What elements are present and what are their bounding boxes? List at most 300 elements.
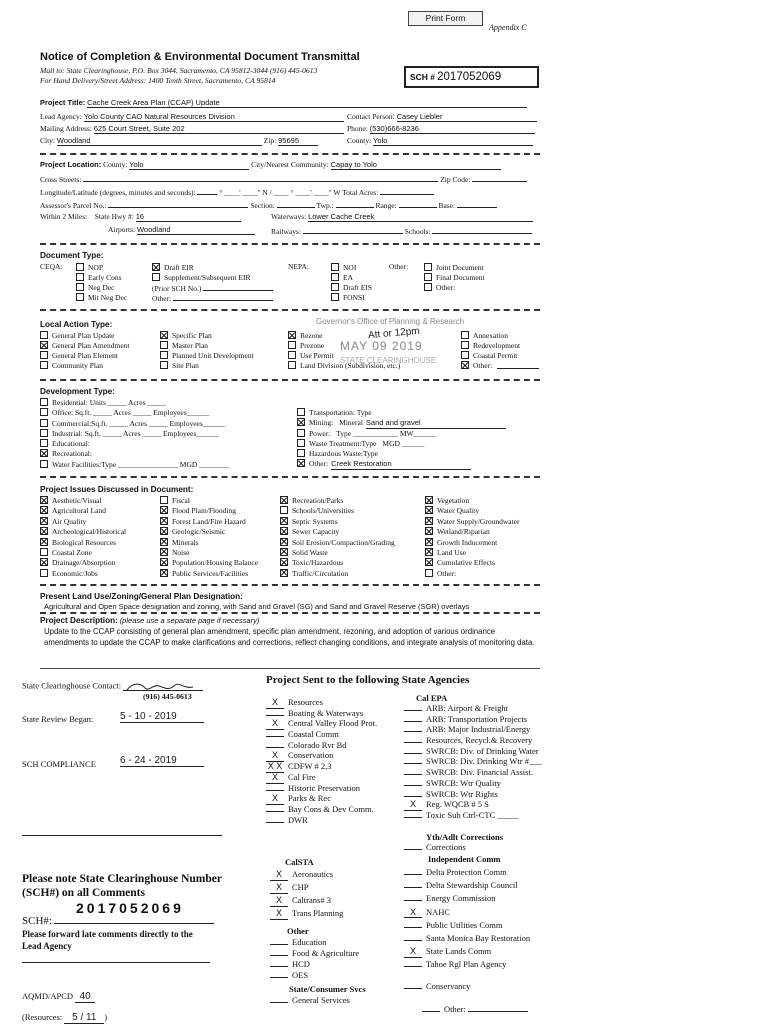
issues-col4 <box>425 496 520 579</box>
zip-code-field[interactable] <box>472 174 527 182</box>
checkbox-item <box>280 506 395 516</box>
sch-compliance-label: SCH COMPLIANCE <box>22 759 96 769</box>
within-row <box>40 213 241 222</box>
waterways-field[interactable]: Lower Cache Creek <box>308 213 533 222</box>
checkbox[interactable] <box>160 558 168 566</box>
checkbox-label: Vegetation <box>437 496 470 505</box>
checkbox[interactable] <box>425 496 433 504</box>
check-mark[interactable]: X <box>270 896 288 907</box>
checkbox[interactable] <box>160 331 168 339</box>
check-mark[interactable]: X <box>266 698 284 709</box>
sch-label: SCH # <box>410 72 436 82</box>
check-mark[interactable] <box>270 944 288 945</box>
check-mark[interactable]: X <box>266 773 284 784</box>
contact-row <box>347 113 537 122</box>
ceqa-col1 <box>76 263 127 303</box>
checkbox[interactable] <box>40 341 48 349</box>
check-mark[interactable] <box>404 940 422 941</box>
checkbox-item <box>40 361 129 371</box>
hand-delivery: For Hand Delivery/Street Address: 1400 Tenth Street, Sacramento, CA 95814 <box>40 76 276 85</box>
airports-field[interactable]: Woodland <box>137 226 255 235</box>
check-mark[interactable] <box>404 874 422 875</box>
doc-type-heading: Document Type: <box>40 251 104 260</box>
hwy-field[interactable]: 16 <box>136 213 241 222</box>
check-mark[interactable] <box>266 822 284 823</box>
checkbox-label: Growth Inducement <box>437 537 498 547</box>
checkbox[interactable] <box>160 527 168 535</box>
checkbox[interactable] <box>40 408 48 416</box>
checkbox-label: Forest Land/Fire Hazard <box>172 516 246 526</box>
agencies-other <box>270 938 359 982</box>
checkbox-label: Public Services/Facilities <box>172 568 249 578</box>
checkbox[interactable] <box>288 341 296 349</box>
schools-field[interactable] <box>432 226 532 234</box>
checkbox[interactable] <box>425 538 433 546</box>
checkbox-item <box>40 558 126 568</box>
agency-item <box>266 805 377 816</box>
county-row <box>347 137 533 146</box>
checkbox-item <box>40 331 129 341</box>
description-text: Update to the CCAP consisting of general plan amendment, specific plan amendment, rezoning, and adoption of various ordinance amendments to update the CCAP to make clarifications and corrections, reflect changing conditions, and integrate analysis of monitoring data. <box>44 627 535 647</box>
development-col2 <box>297 408 506 470</box>
checkbox-item <box>160 517 258 527</box>
check-mark[interactable] <box>270 955 288 956</box>
cross-field[interactable] <box>83 174 438 182</box>
agency-item <box>404 894 530 907</box>
forward-line2: Lead Agency <box>22 941 72 951</box>
checkbox[interactable] <box>280 506 288 514</box>
loc-county-field[interactable]: Yolo <box>129 161 249 170</box>
agency-label: NAHC <box>426 906 451 917</box>
checkbox[interactable] <box>288 361 296 369</box>
agency-other-field[interactable] <box>468 1004 528 1012</box>
checkbox-item <box>40 460 229 470</box>
checkbox-label: Hazardous Waste:Type <box>309 449 378 459</box>
agency-item <box>270 909 343 922</box>
agency-label: Conservation <box>288 750 334 761</box>
checkbox[interactable] <box>461 361 469 369</box>
divider <box>40 584 540 586</box>
agency-label: Corrections <box>426 842 466 852</box>
county-label: County: <box>347 136 372 145</box>
check-mark[interactable] <box>404 966 422 967</box>
agency-item <box>270 996 350 1007</box>
checkbox[interactable] <box>76 273 84 281</box>
checkbox[interactable] <box>297 439 305 447</box>
checkbox-item <box>297 449 506 459</box>
checkbox-item <box>160 538 258 548</box>
checkbox-label: General Plan Element <box>52 351 118 360</box>
agency-label: Historic Preservation <box>288 782 360 793</box>
waterways-label: Waterways: <box>271 212 307 221</box>
checkbox-label: Agricultural Land <box>52 506 106 516</box>
check-mark[interactable]: X <box>404 800 422 811</box>
project-title-field[interactable]: Cache Creek Area Plan (CCAP) Update <box>87 99 527 108</box>
agencies-indep <box>404 868 530 974</box>
check-mark[interactable] <box>270 966 288 967</box>
checkbox[interactable] <box>461 351 469 359</box>
checkbox-item <box>40 449 229 459</box>
agency-item <box>270 960 359 971</box>
checkbox-label: NOP <box>88 263 104 272</box>
note-sch-line2: (SCH#) on all Comments <box>22 887 145 899</box>
note-sch-line1: Please note State Clearinghouse Number <box>22 873 222 885</box>
checkbox[interactable] <box>40 548 48 556</box>
checkbox-item <box>461 331 520 341</box>
conservancy-label: Conservancy <box>426 981 471 991</box>
agency-label: Boating & Waterways <box>288 707 364 718</box>
checkbox[interactable] <box>425 558 433 566</box>
checkbox[interactable] <box>288 351 296 359</box>
checkbox-item <box>280 527 395 537</box>
check-mark[interactable] <box>404 710 422 711</box>
range-field[interactable] <box>399 200 437 208</box>
check-mark[interactable] <box>404 900 422 901</box>
checkbox-label: Master Plan <box>172 341 209 350</box>
check-mark[interactable] <box>422 1011 440 1012</box>
checkbox[interactable] <box>425 506 433 514</box>
checkbox[interactable] <box>288 331 296 339</box>
check-mark[interactable] <box>270 1002 288 1003</box>
airports-row <box>108 226 255 235</box>
check-mark[interactable]: X <box>270 883 288 894</box>
checkbox[interactable] <box>425 548 433 556</box>
checkbox-item <box>425 527 520 537</box>
agency-label: ARB: Major Industrial/Energy <box>426 724 531 735</box>
prior-sch-field[interactable] <box>203 283 273 291</box>
checkbox[interactable] <box>280 527 288 535</box>
checkbox[interactable] <box>424 283 432 291</box>
field-label: Mineral <box>339 418 363 428</box>
checkbox[interactable] <box>280 569 288 577</box>
check-mark[interactable]: X <box>404 947 422 958</box>
waterways-row <box>271 213 533 222</box>
fill-field[interactable]: Sand and gravel <box>366 419 506 428</box>
description-heading: Project Description: <box>40 616 118 625</box>
check-mark[interactable]: X <box>266 751 284 762</box>
latlong-deg-field[interactable] <box>197 187 217 195</box>
checkbox[interactable] <box>40 429 48 437</box>
check-mark[interactable] <box>266 811 284 812</box>
agency-label: ARB: Airport & Freight <box>426 703 508 713</box>
base-field[interactable] <box>457 200 497 208</box>
checkbox[interactable] <box>280 548 288 556</box>
checkbox[interactable] <box>425 517 433 525</box>
calsta-heading: CalSTA <box>285 857 314 867</box>
check-mark[interactable] <box>266 747 284 748</box>
checkbox[interactable] <box>40 398 48 406</box>
resources-row: (Resources: 5 / 11 ) <box>22 1012 108 1023</box>
checkbox-label: Community Plan <box>52 361 104 370</box>
zip-label: Zip: <box>263 136 277 145</box>
checkbox[interactable] <box>160 506 168 514</box>
checkbox[interactable] <box>425 527 433 535</box>
checkbox-label: Draft EIS <box>343 283 372 292</box>
checkbox-item <box>76 273 127 283</box>
checkbox-label: Economic/Jobs <box>52 568 98 578</box>
divider <box>40 309 540 311</box>
checkbox-label: Air Quality <box>52 516 87 526</box>
check-mark[interactable] <box>404 774 422 775</box>
checkbox-item <box>280 569 395 579</box>
received-stamp-date: MAY 09 2019 <box>340 339 423 353</box>
agency-item <box>404 811 542 822</box>
checkbox-label: Coastal Permit <box>473 351 518 360</box>
checkbox-label: Other: <box>437 568 457 578</box>
agency-label: ARB: Transportation Projects <box>426 713 528 724</box>
checkbox[interactable] <box>160 569 168 577</box>
checkbox-label: Rezone <box>300 331 323 340</box>
checkbox[interactable] <box>280 496 288 504</box>
check-mark[interactable] <box>404 988 422 989</box>
checkbox[interactable] <box>160 538 168 546</box>
checkbox[interactable] <box>331 263 339 271</box>
checkbox[interactable] <box>40 351 48 359</box>
checkbox[interactable] <box>40 361 48 369</box>
checkbox-label: Biological Resources <box>52 537 116 547</box>
agency-label: HCD <box>292 959 310 969</box>
agency-item <box>270 971 359 982</box>
issues-col3 <box>280 496 395 579</box>
agencies-calsta <box>270 870 343 922</box>
check-mark[interactable] <box>404 721 422 722</box>
checkbox-item <box>152 263 250 273</box>
checkbox-item <box>40 527 126 537</box>
check-mark[interactable]: X <box>266 794 284 805</box>
phone-field[interactable]: (530)666-8236 <box>370 125 535 134</box>
checkbox-label: Specific Plan <box>172 331 212 340</box>
check-mark[interactable] <box>266 736 284 737</box>
print-form-button[interactable]: Print Form <box>408 11 483 26</box>
checkbox-label: Planned Unit Development <box>172 351 254 360</box>
check-mark[interactable] <box>270 977 288 978</box>
checkbox-item <box>280 538 395 548</box>
checkbox[interactable] <box>160 517 168 525</box>
checkbox-item <box>280 496 395 506</box>
checkbox[interactable] <box>40 569 48 577</box>
checkbox[interactable] <box>160 548 168 556</box>
prior-sch-label: (Prior SCH No.) <box>152 284 202 293</box>
twp-field[interactable] <box>336 200 374 208</box>
check-mark[interactable] <box>404 753 422 754</box>
check-mark[interactable] <box>404 887 422 888</box>
check-mark[interactable]: X <box>270 909 288 920</box>
checkbox-item <box>40 429 229 439</box>
within-label: Within 2 Miles: <box>40 212 88 221</box>
land-use-text: Agricultural and Open Space designation and zoning, with Sand and Gravel (SG) and Sand and Gravel Reserve (SGR) overlays <box>44 602 470 611</box>
checkbox-label: Soil Erosion/Compaction/Grading <box>292 537 395 547</box>
aqmd-field[interactable]: 40 <box>75 991 95 1003</box>
checkbox-item <box>40 506 126 516</box>
fill-field[interactable]: Creek Restoration <box>331 460 471 469</box>
checkbox-item <box>40 569 126 579</box>
checkbox[interactable] <box>40 460 48 468</box>
city-row <box>40 137 318 146</box>
agency-item <box>266 816 377 827</box>
checkbox-label: Geologic/Seismic <box>172 527 226 537</box>
checkbox-item <box>297 408 506 418</box>
check-mark[interactable] <box>404 796 422 797</box>
received-stamp-clearinghouse: STATE CLEARINGHOUSE <box>340 356 437 365</box>
loc-county-label: County: <box>103 160 128 169</box>
agency-label: Public Utilities Comm <box>426 919 503 930</box>
check-mark[interactable] <box>404 817 422 818</box>
checkbox[interactable] <box>280 538 288 546</box>
checkbox[interactable] <box>424 263 432 271</box>
cross-label: Cross Streets: <box>40 175 82 184</box>
checkbox[interactable] <box>160 341 168 349</box>
checkbox-item <box>331 263 372 273</box>
checkbox-item <box>40 419 229 429</box>
base-label: Base: <box>438 201 456 210</box>
other-agencies-heading: Other <box>287 926 309 936</box>
check-mark[interactable] <box>266 790 284 791</box>
checkbox-label: Office: Sq.ft. _____ Acres _____ Employees______ <box>52 408 210 418</box>
sch-field[interactable] <box>54 915 214 924</box>
checkbox-label: Traffic/Circulation <box>292 568 349 578</box>
check-mark[interactable] <box>404 785 422 786</box>
checkbox-label: Site Plan <box>172 361 199 370</box>
parcel-row <box>40 200 497 210</box>
checkbox[interactable] <box>160 361 168 369</box>
community-field[interactable]: Capay to Yolo <box>331 161 501 170</box>
agency-label: SWRCB: Wtr Quality <box>426 777 501 788</box>
check-mark[interactable] <box>404 742 422 743</box>
agency-label: Education <box>292 937 327 947</box>
checkbox-item <box>280 558 395 568</box>
section-field[interactable] <box>277 200 315 208</box>
sch-compliance-date[interactable]: 6 - 24 - 2019 <box>120 755 204 767</box>
local-action-col4 <box>461 331 520 371</box>
checkbox[interactable] <box>280 558 288 566</box>
checkbox-item <box>160 361 254 371</box>
agency-label: Food & Agriculture <box>292 948 360 958</box>
checkbox-item <box>160 351 254 361</box>
checkbox[interactable] <box>40 331 48 339</box>
agency-other-row <box>422 1004 528 1014</box>
checkbox[interactable] <box>297 418 305 426</box>
checkbox[interactable] <box>425 569 433 577</box>
check-mark[interactable] <box>266 715 284 716</box>
checkbox[interactable] <box>152 263 160 271</box>
checkbox-label: Water Quality <box>437 506 480 516</box>
sch-number: 2017052069 <box>437 71 502 83</box>
check-mark[interactable]: X X <box>267 761 283 772</box>
local-action-heading: Local Action Type: <box>40 320 113 329</box>
divider <box>40 153 540 155</box>
local-other-field[interactable] <box>497 368 539 369</box>
checkbox-label: Toxic/Hazardous <box>292 558 344 568</box>
divider <box>40 612 540 614</box>
checkbox[interactable] <box>297 449 305 457</box>
checkbox[interactable] <box>160 496 168 504</box>
city-field[interactable]: Woodland <box>57 137 262 146</box>
parcel-label: Assessor's Parcel No.: <box>40 201 107 210</box>
checkbox-label: Wetland/Riparian <box>437 527 490 537</box>
checkbox[interactable] <box>297 408 305 416</box>
checkbox[interactable] <box>40 439 48 447</box>
check-mark[interactable] <box>404 927 422 928</box>
total-acres-field[interactable] <box>380 187 434 195</box>
check-mark[interactable]: X <box>270 870 288 881</box>
checkbox[interactable] <box>160 351 168 359</box>
checkbox[interactable] <box>331 273 339 281</box>
divider <box>40 243 540 245</box>
checkbox[interactable] <box>297 459 305 467</box>
checkbox[interactable] <box>40 496 48 504</box>
checkbox[interactable] <box>76 263 84 271</box>
checkbox[interactable] <box>40 558 48 566</box>
resources-label: (Resources: <box>22 1012 63 1022</box>
aqmd-row <box>22 991 95 1003</box>
check-mark[interactable] <box>404 763 422 764</box>
cross-streets-row <box>40 174 527 184</box>
checkbox[interactable] <box>40 517 48 525</box>
checkbox[interactable] <box>424 273 432 281</box>
checkbox-label: Flood Plain/Flooding <box>172 506 236 516</box>
checkbox[interactable] <box>280 517 288 525</box>
checkbox[interactable] <box>152 273 160 281</box>
checkbox[interactable] <box>76 283 84 291</box>
checkbox[interactable] <box>461 341 469 349</box>
sch-field-label: SCH#: <box>22 915 52 927</box>
agency-label: General Services <box>292 995 350 1005</box>
checkbox[interactable] <box>297 429 305 437</box>
checkbox-label: Annexation <box>473 331 508 340</box>
checkbox-item <box>40 496 126 506</box>
contact-label: Contact Person: <box>347 112 395 121</box>
ceqa-label: CEQA: <box>40 262 63 271</box>
issues-col2 <box>160 496 258 579</box>
check-mark[interactable] <box>404 731 422 732</box>
resources-field[interactable]: 5 / 11 <box>64 1012 104 1024</box>
checkbox-item <box>424 263 485 273</box>
county-field[interactable]: Yolo <box>373 137 533 146</box>
checkbox-label: Educational: <box>52 439 90 449</box>
checkbox-item <box>40 548 126 558</box>
lead-agency-field[interactable]: Yolo County CAO Natural Resources Division <box>84 113 344 122</box>
parcel-field[interactable] <box>108 200 248 208</box>
agency-label: Central Valley Flood Prot. <box>288 718 378 729</box>
checkbox-label: Commercial:Sq.ft. _____ Acres _____ Employees______ <box>52 418 226 428</box>
checkbox[interactable] <box>40 527 48 535</box>
checkbox[interactable] <box>461 331 469 339</box>
checkbox[interactable] <box>76 293 84 301</box>
zip-field[interactable]: 95695 <box>278 137 318 146</box>
checkbox-item <box>160 331 254 341</box>
checkbox[interactable] <box>40 449 48 457</box>
review-began-date[interactable]: 5 - 10 - 2019 <box>120 711 204 723</box>
ceqa-other-field[interactable] <box>173 293 273 301</box>
checkbox-label: Recreation/Parks <box>292 496 344 505</box>
checkbox[interactable] <box>331 293 339 301</box>
checkbox[interactable] <box>331 283 339 291</box>
local-action-col2 <box>160 331 254 371</box>
agency-item <box>266 762 377 773</box>
checkbox[interactable] <box>40 419 48 427</box>
checkbox-label: Use Permit <box>300 351 334 360</box>
location-label: Project Location: <box>40 160 102 169</box>
mailing-field[interactable]: 625 Court Street, Suite 202 <box>94 125 344 134</box>
check-mark[interactable]: X <box>404 908 422 919</box>
checkbox[interactable] <box>40 506 48 514</box>
railways-field[interactable] <box>303 226 403 234</box>
latlong-row <box>40 187 434 197</box>
contact-field[interactable]: Casey Liebler <box>397 113 537 122</box>
checkbox[interactable] <box>40 538 48 546</box>
check-mark[interactable]: X <box>266 719 284 730</box>
check-mark[interactable] <box>404 849 422 850</box>
